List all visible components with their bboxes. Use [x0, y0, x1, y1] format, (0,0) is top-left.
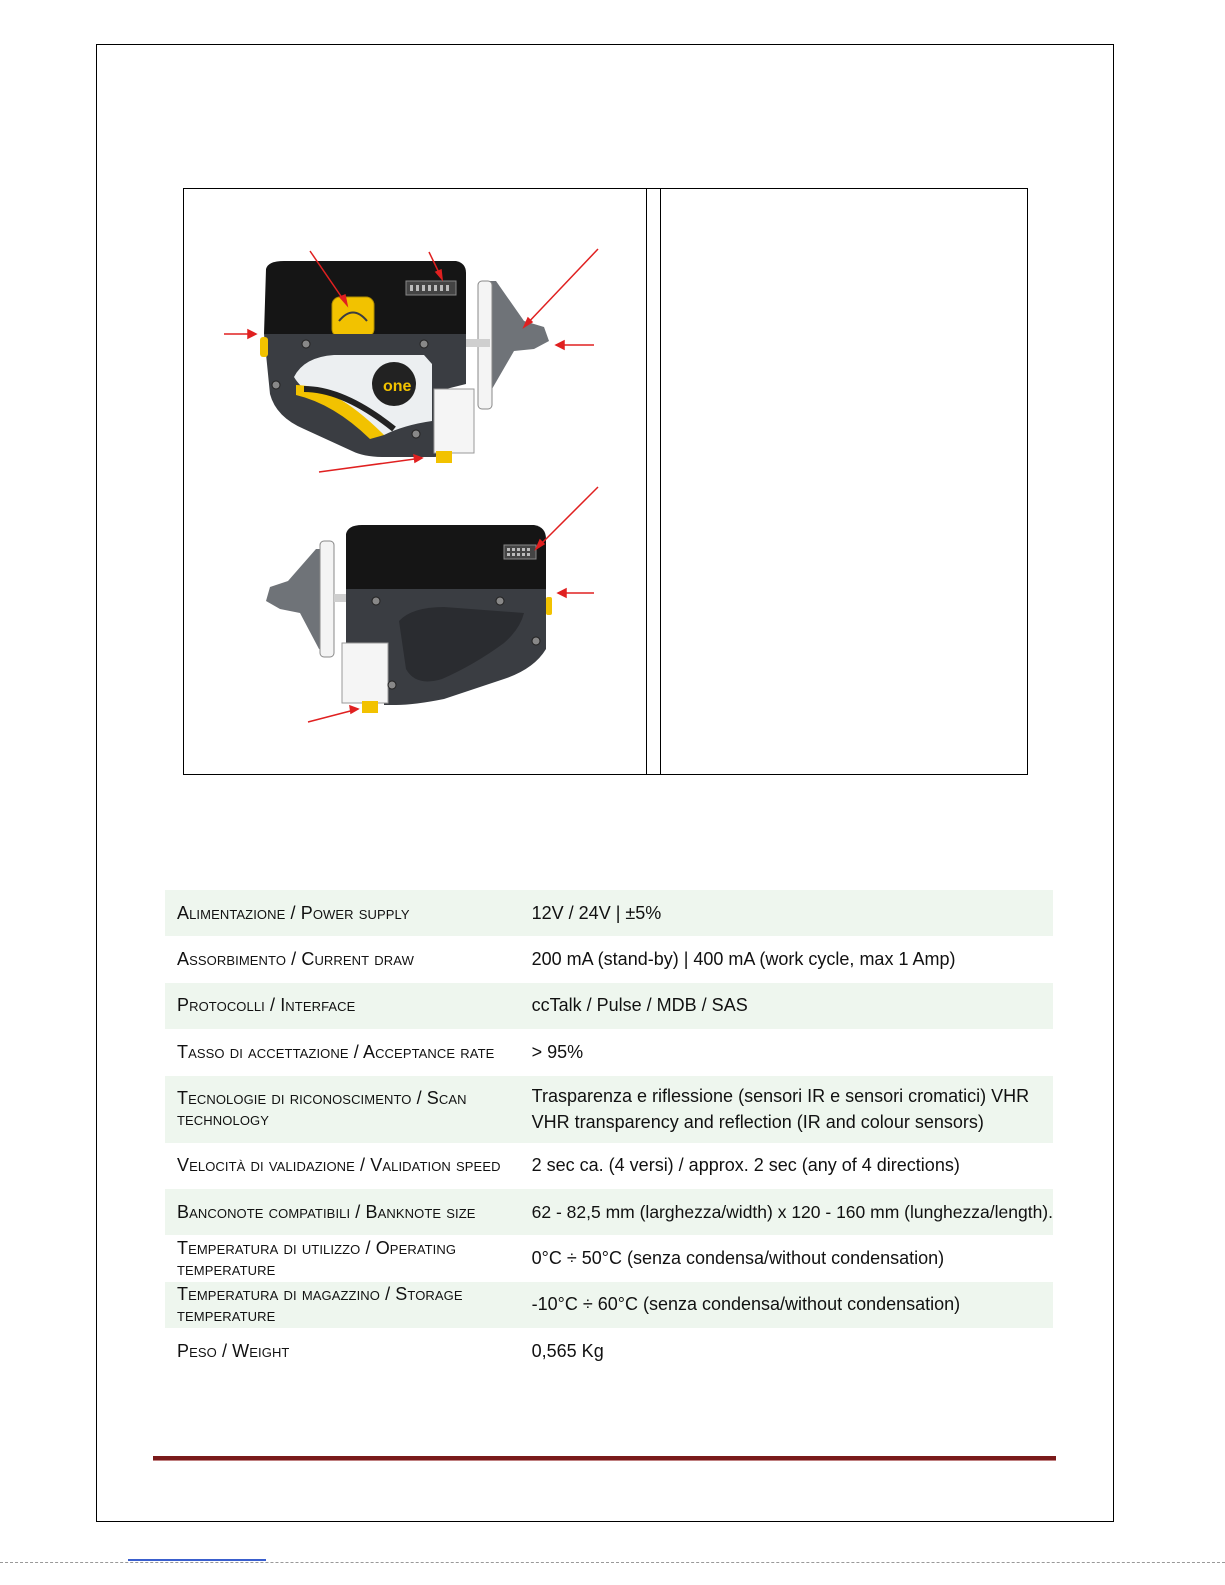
spec-label: Peso / Weight — [177, 1340, 290, 1361]
spec-label: Assorbimento / Current draw — [177, 949, 414, 970]
spec-label: Alimentazione / Power supply — [165, 890, 520, 936]
spec-label: Temperatura di utilizzo / Operating temperature — [177, 1237, 457, 1279]
device-illustration — [184, 189, 646, 774]
spec-value: 62 - 82,5 mm (larghezza/width) x 120 - 160 mm (lunghezza/length). — [520, 1189, 1053, 1235]
spec-value: ccTalk / Pulse / MDB / SAS — [520, 983, 1053, 1029]
device-illustration-cell — [184, 189, 647, 774]
device-bottom-view — [266, 487, 598, 722]
spec-row-acceptance-rate — [165, 1029, 1053, 1075]
spec-value: 12V / 24V | ±5% — [520, 890, 1053, 936]
spec-row-interface — [165, 983, 1053, 1029]
spec-label: Velocità di validazione / Validation speed — [177, 1155, 501, 1176]
svg-text:one: one — [383, 378, 412, 395]
spec-value: -10°C ÷ 60°C (senza condensa/without condensation) — [520, 1282, 1053, 1328]
spec-row-current-draw — [165, 936, 1053, 982]
spec-row-power-supply — [165, 890, 1053, 936]
spec-row-operating-temperature — [165, 1235, 1053, 1281]
spec-row-validation-speed — [165, 1143, 1053, 1189]
device-top-view — [224, 249, 598, 472]
footer-rule — [153, 1456, 1056, 1461]
spec-value: 0°C ÷ 50°C (senza condensa/without condensation) — [531, 1248, 945, 1269]
spec-label: Protocolli / Interface — [165, 983, 520, 1029]
figure-legend-cell — [661, 189, 1027, 774]
spec-value: 0,565 Kg — [531, 1340, 604, 1361]
spec-value: 200 mA (stand-by) | 400 mA (work cycle, max 1 Amp) — [531, 949, 956, 970]
spec-value-line-2: VHR transparency and reflection (IR and colour sensors) — [531, 1112, 984, 1133]
page-link-underline[interactable] — [128, 1555, 266, 1561]
spec-row-banknote-size — [165, 1189, 1053, 1235]
spec-label: Banconote compatibili / Banknote size — [165, 1189, 520, 1235]
spec-value-line-1: Trasparenza e riflessione (sensori IR e sensori cromatici) VHR — [531, 1086, 1030, 1107]
spec-row-storage-temperature — [165, 1282, 1053, 1328]
spec-table — [165, 890, 1053, 1375]
spec-value — [520, 1076, 1053, 1143]
spec-value: > 95% — [531, 1041, 584, 1062]
figure-spacer-cell — [646, 189, 661, 774]
spec-label: Tasso di accettazione / Acceptance rate — [177, 1041, 495, 1062]
spec-label: Tecnologie di riconoscimento / Scan technology — [165, 1076, 520, 1143]
figure-table — [183, 188, 1028, 775]
spec-row-weight — [165, 1328, 1053, 1374]
spec-row-scan-technology — [165, 1076, 1053, 1143]
spec-value: 2 sec ca. (4 versi) / approx. 2 sec (any of 4 directions) — [531, 1155, 960, 1176]
spec-label: Temperatura di magazzino / Storage temperature — [165, 1282, 520, 1328]
